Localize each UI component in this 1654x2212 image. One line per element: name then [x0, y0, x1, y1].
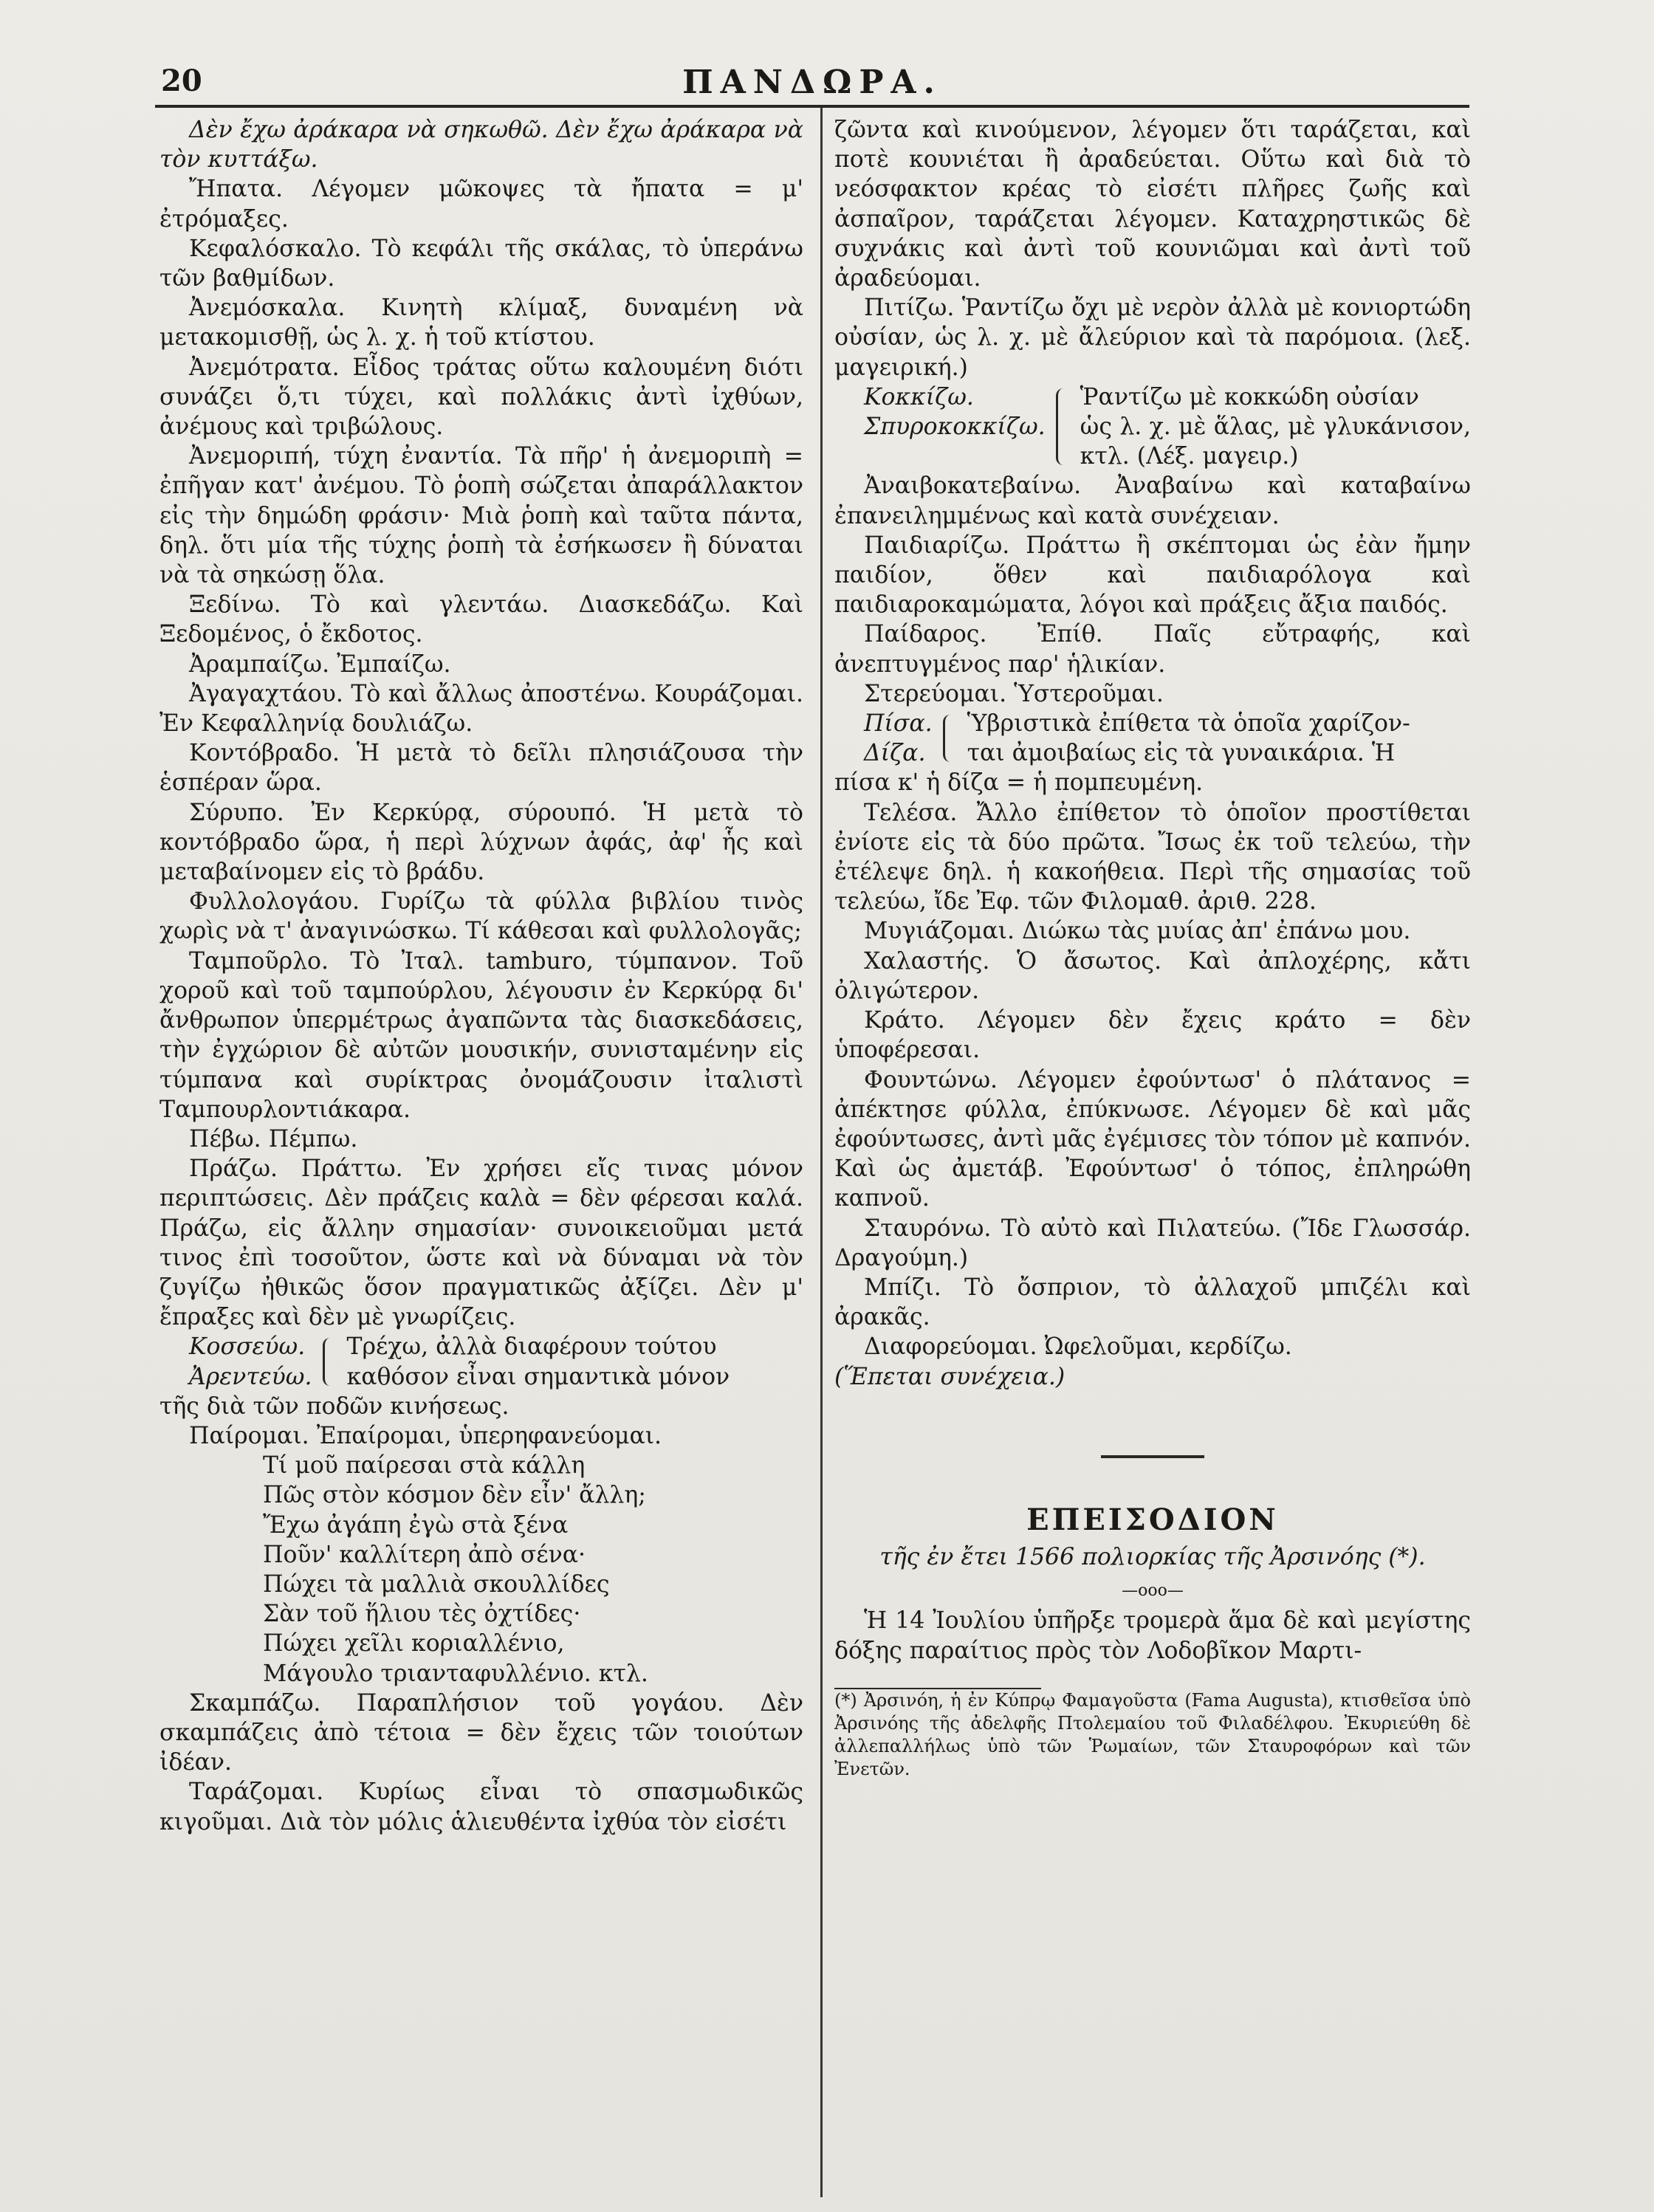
entry: Σύρυπο. Ἐν Κερκύρᾳ, σύρουπό. Ἡ μετὰ τὸ κοντόβραδο ὥρα, ἡ περὶ λύχνων ἀφάς, ἀφ' ἧς καὶ μεταβαίνομεν εἰς τὸ βράδυ. [159, 799, 803, 886]
entry: Ἀγαγαχτάου. Τὸ καὶ ἄλλως ἀποστένω. Κουράζομαι. Ἐν Κεφαλληνίᾳ δουλιάζω. [159, 680, 803, 738]
term: Σπυροκοκκίζω. [864, 413, 1046, 441]
entry: Ἤπατα. Λέγομεν μῶκοψες τὰ ἤπατα = μ' ἐτρόμαξες. [159, 176, 803, 233]
poem [159, 1451, 803, 1689]
story-paragraph: Ἡ 14 Ἰουλίου ὑπῆρξε τρομερὰ ἅμα δὲ καὶ μεγίστης δόξης παραίτιος πρὸς τὸν Λοδοβῖκον Μαρτι- [834, 1607, 1471, 1664]
paired-description [967, 709, 1471, 768]
poem-line: Πώχει τὰ μαλλιὰ σκουλλίδες [263, 1570, 610, 1598]
entry: Σταυρόνω. Τὸ αὐτὸ καὶ Πιλατεύω. (Ἴδε Γλωσσάρ. Δραγούμη.) [834, 1215, 1471, 1271]
paired-terms [834, 709, 933, 768]
entry: Ἀνεμόσκαλα. Κινητὴ κλίμαξ, δυναμένη νὰ μετακομισθῇ, ὡς λ. χ. ἡ τοῦ κτίστου. [159, 295, 803, 351]
entry: Παίδαρος. Ἐπίθ. Παῖς εὔτραφής, καὶ ἀνεπτυγμένος παρ' ἡλικίαν. [834, 621, 1471, 678]
description-line: καθόσον εἶναι σημαντικὰ μόνον [346, 1363, 730, 1390]
entry: Ταμποῦρλο. Τὸ Ἰταλ. tamburo, τύμπανον. Τοῦ χοροῦ καὶ τοῦ ταμπούρλου, λέγουσιν ἐν Κερκύρᾳ δι' ἄνθρωπον ὑπερμέτρως ἀγαπῶντα τὰς διασκεδάσεις, τὴν ἐγχώριον δὲ αὐτῶν μουσικήν, συνισταμένην εἰς τύμπανα καὶ συρίκτρας ὀνομάζουσιν ἰταλιστὶ Ταμπουρλοντιάκαρα. [159, 947, 803, 1123]
entry: Μυγιάζομαι. Διώκω τὰς μυίας ἀπ' ἐπάνω μου. [864, 918, 1411, 945]
entry-continuation: πίσα κ' ἡ δίζα = ἡ πομπευμένη. [834, 769, 1204, 797]
entry: Κράτο. Λέγομεν δὲν ἔχεις κράτο = δὲν ὑποφέρεσαι. [834, 1007, 1471, 1064]
description-line: ται ἀμοιβαίως εἰς τὰ γυναικάρια. Ἡ [967, 740, 1396, 767]
footnote: (*) Ἀρσινόη, ἡ ἐν Κύπρῳ Φαμαγοῦστα (Fama Augusta), κτισθεῖσα ὑπὸ Ἀρσινόης τῆς ἀδελφῆς Πτολεμαίου τοῦ Φιλαδέλφου. Ἐκυριεύθη δὲ ἀλλεπαλλήλως ὑπὸ τῶν Ῥωμαίων, τῶν Σταυροφόρων καὶ τῶν Ἐνετῶν. [834, 1689, 1471, 1779]
term: Κοκκίζω. [864, 383, 974, 411]
entry: Ἀνεμοριπή, τύχη ἐναντία. Τὰ πῆρ' ἡ ἀνεμοριπὴ = ἐπῆγαν κατ' ἀνέμου. Τὸ ῥοπὴ σώζεται ἀπαράλλακτον εἰς τὴν δημώδη φράσιν· Μιὰ ῥοπὴ καὶ ταῦτα πάντα, δηλ. ὅτι μία τῆς τύχης ῥοπὴ τὰ ἐσήκωσεν ἢ δύναται νὰ τὰ σηκώσῃ ὅλα. [159, 443, 803, 589]
entry: Τελέσα. Ἄλλο ἐπίθετον τὸ ὁποῖον προστίθεται ἐνίοτε εἰς τὰ δύο πρῶτα. Ἴσως ἐκ τοῦ τελεύω, τὴν ἐτέλεψε δηλ. ἡ κακοήθεια. Περὶ τῆς σημασίας τοῦ τελεύω, ἴδε Ἐφ. τῶν Φιλομαθ. ἀριθ. 228. [834, 799, 1471, 916]
entry: Πιτίζω. Ῥαντίζω ὄχι μὲ νερὸν ἀλλὰ μὲ κονιορτώδη οὐσίαν, ὡς λ. χ. μὲ ἄλεύριον καὶ τὰ παρόμοια. (λεξ. μαγειρική.) [834, 295, 1471, 381]
column-divider [820, 108, 823, 2197]
entry: Ἀναιβοκατεβαίνω. Ἀναβαίνω καὶ καταβαίνω ἐπανειλημμένως καὶ κατὰ συνέχειαν. [834, 473, 1471, 529]
description-line: Ὑβριστικὰ ἐπίθετα τὰ ὁποῖα χαρίζον- [967, 710, 1410, 738]
paired-terms [159, 1332, 312, 1391]
paired-description [1080, 382, 1471, 472]
continued-note: (Ἕπεται συνέχεια.) [834, 1363, 1066, 1390]
entry: Παιδιαρίζω. Πράττω ἢ σκέπτομαι ὡς ἐὰν ἤμην παιδίον, ὅθεν καὶ παιδιαρόλογα καὶ παιδιαροκαμώματα, λόγοι καὶ πράξεις ἄξια παιδός. [834, 532, 1471, 619]
term: Ἀρεντεύω. [189, 1363, 312, 1390]
paired-entry [834, 382, 1471, 472]
left-column [159, 115, 803, 1837]
poem-line: Σὰν τοῦ ἥλιου τὲς ὀχτίδες· [263, 1601, 581, 1628]
brace [323, 1338, 340, 1385]
entry: Πέβω. Πέμπω. [189, 1125, 358, 1153]
section-subtitle: τῆς ἐν ἔτει 1566 πολιορκίας τῆς Ἀρσινόης (*). [879, 1543, 1426, 1570]
entry: Διαφορεύομαι. Ὠφελοῦμαι, κερδίζω. [864, 1333, 1292, 1361]
description-line: ὡς λ. χ. μὲ ἅλας, μὲ γλυκάνισον, κτλ. (Λέξ. μαγειρ.) [1080, 413, 1471, 470]
entry: Στερεύομαι. Ὑστεροῦμαι. [864, 680, 1164, 707]
entry: Ἀραμπαίζω. Ἐμπαίζω. [189, 650, 451, 678]
entry: Πράζω. Πράττω. Ἐν χρήσει εἴς τινας μόνον περιπτώσεις. Δὲν πράζεις καλὰ = δὲν φέρεσαι καλά. Πράζω, εἰς ἄλλην σημασίαν· συνοικειοῦμαι μετά τινος ἐπὶ τοσοῦτον, ὥστε καὶ νὰ δύναμαι νὰ τὸν ζυγίζω ἠθικῶς ὅσον πραγματικῶς ἀξίζει. Δὲν μ' ἔπραξες καὶ δὲν μὲ γνωρίζεις. [159, 1155, 803, 1331]
brace [1056, 388, 1073, 466]
entry: Χαλαστής. Ὁ ἄσωτος. Καὶ ἀπλοχέρης, κἄτι ὀλιγώτερον. [834, 947, 1471, 1004]
paired-description [347, 1332, 804, 1391]
entry: Ἀνεμότρατα. Εἶδος τράτας οὕτω καλουμένη διότι συνάζει ὅ,τι τύχει, καὶ πολλάκις ἀντὶ ἰχθύων, ἀνέμους καὶ τριβώλους. [159, 354, 803, 441]
poem-line: Πώχει χεῖλι κοριαλλένιο, [263, 1630, 565, 1658]
section-rule [1101, 1455, 1204, 1458]
term: Κοσσεύω. [189, 1333, 306, 1361]
paired-entry [834, 709, 1471, 768]
description-line: Τρέχω, ἀλλὰ διαφέρουν τούτου [346, 1333, 717, 1361]
poem-line: Ποῦν' καλλίτερη ἀπὸ σένα· [263, 1541, 586, 1568]
entry: Φυλλολογάου. Γυρίζω τὰ φύλλα βιβλίου τινὸς χωρὶς νὰ τ' ἀναγινώσκω. Τί κάθεσαι καὶ φυλλολογᾶς; [159, 888, 803, 945]
journal-title: ΠΑΝΔΩΡΑ. [682, 63, 942, 101]
entry: Σκαμπάζω. Παραπλήσιον τοῦ γογάου. Δὲν σκαμπάζεις ἀπὸ τέτοια = δὲν ἔχεις τῶν τοιούτων ἰδέαν. [159, 1689, 803, 1776]
entry: Μπίζι. Τὸ ὄσπριον, τὸ ἀλλαχοῦ μπιζέλι καὶ ἀρακᾶς. [834, 1274, 1471, 1331]
description-line: Ῥαντίζω μὲ κοκκώδη οὐσίαν [1080, 383, 1419, 411]
poem-line: Μάγουλο τριανταφυλλένιο. κτλ. [263, 1660, 648, 1687]
page-header [155, 61, 1469, 105]
poem-line: Τί μοῦ παίρεσαι στὰ κάλλη [263, 1452, 586, 1480]
paired-terms [834, 382, 1046, 472]
header-rule [155, 105, 1469, 108]
paired-entry [159, 1332, 803, 1391]
term: Πίσα. [864, 710, 933, 738]
section-title: ΕΠΕΙΣΟΔΙΟΝ [1026, 1502, 1279, 1537]
term: Δίζα. [864, 740, 926, 767]
entry: Κεφαλόσκαλο. Τὸ κεφάλι τῆς σκάλας, τὸ ὑπεράνω τῶν βαθμίδων. [159, 235, 803, 292]
page-number: 20 [161, 63, 202, 98]
entry: Ταράζομαι. Κυρίως εἶναι τὸ σπασμωδικῶς κιγοῦμαι. Διὰ τὸν μόλις ἁλιευθέντα ἰχθύα τὸν εἰσέτι [159, 1779, 803, 1835]
right-column [834, 115, 1471, 1781]
entry-continuation: τῆς διὰ τῶν ποδῶν κινήσεως. [159, 1392, 509, 1420]
poem-line: Πῶς στὸν κόσμον δὲν εἶν' ἄλλη; [263, 1482, 646, 1509]
poem-line: Ἔχω ἀγάπη ἐγὼ στὰ ξένα [263, 1511, 569, 1539]
entry: Παίρομαι. Ἐπαίρομαι, ὑπερηφανεύομαι. [189, 1422, 662, 1449]
brace [943, 715, 960, 762]
entry-continuation: ζῶντα καὶ κινούμενον, λέγομεν ὅτι ταράζεται, καὶ ποτὲ κουνιέται ἢ ἀραδεύεται. Οὕτω καὶ διὰ τὸ νεόσφακτον κρέας τὸ εἰσέτι πλῆρες ζωῆς καὶ ἀσπαῖρον, ταράζεται λέγομεν. Καταχρηστικῶς δὲ συχνάκις καὶ ἀντὶ τοῦ κουνιῶμαι καὶ ἀντὶ τοῦ ἀραδεύομαι. [834, 117, 1471, 292]
entry: Ξεδίνω. Τὸ καὶ γλεντάω. Διασκεδάζω. Καὶ Ξεδομένος, ὁ ἔκδοτος. [159, 591, 803, 648]
entry: Δὲν ἔχω ἀράκαρα νὰ σηκωθῶ. Δὲν ἔχω ἀράκαρα νὰ τὸν κυττάξω. [159, 117, 803, 174]
entry: Φουντώνω. Λέγομεν ἐφούντωσ' ὁ πλάτανος = ἀπέκτησε φύλλα, ἐπύκνωσε. Λέγομεν δὲ καὶ μᾶς ἐφούντωσες, ἀντὶ μᾶς ἐγέμισες τὸν τόπον μὲ καπνόν. Καὶ ὡς ἀμετάβ. Ἐφούντωσ' ὁ τόπος, ἐπληρώθη καπνοῦ. [834, 1066, 1471, 1212]
ornament: —ooo— [1122, 1581, 1184, 1601]
entry: Κοντόβραδο. Ἡ μετὰ τὸ δεῖλι πλησιάζουσα τὴν ἑσπέραν ὥρα. [159, 740, 803, 797]
